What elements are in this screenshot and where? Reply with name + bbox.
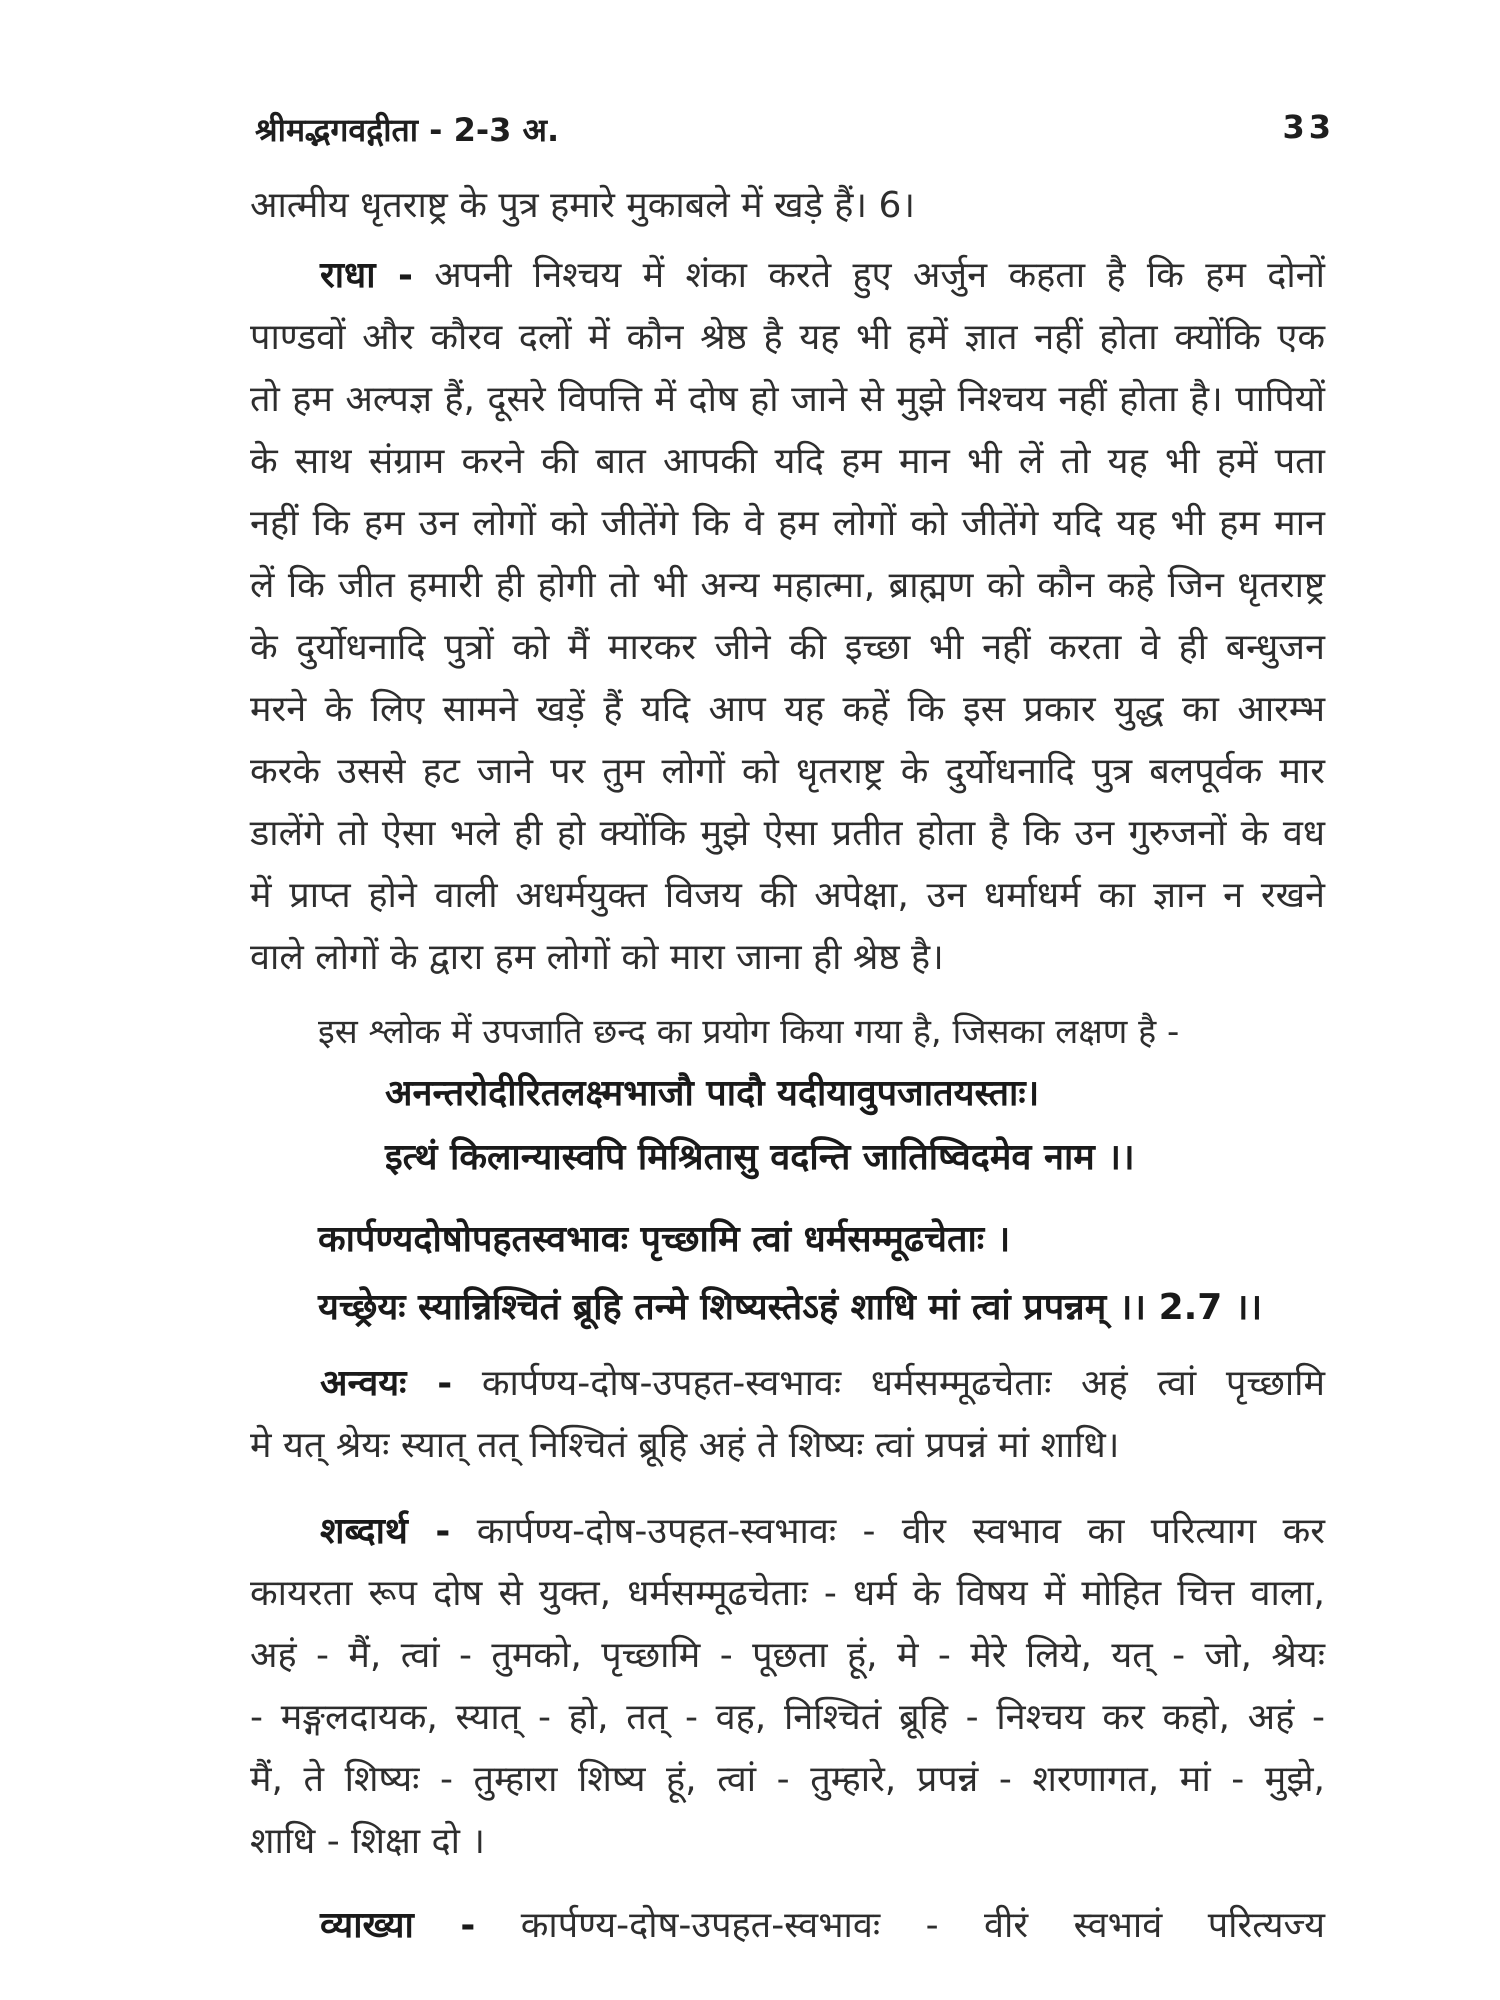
shabdartha-line: कायरता रूप दोष से युक्त, धर्मसम्मूढचेताः - धर्म के विषय में मोहित चित्त वाला, [250, 1573, 1325, 1614]
radha-line: के साथ संग्राम करने की बात आपकी यदि हम मान भी लें तो यह भी हमें पता [250, 441, 1325, 482]
meter-verse-line: अनन्तरोदीरितलक्ष्मभाजौ पादौ यदीयावुपजातयस्ताः। [385, 1073, 1040, 1114]
radha-line: के दुर्योधनादि पुत्रों को मैं मारकर जीने की इच्छा भी नहीं करता वे ही बन्धुजन [250, 627, 1325, 668]
radha-line: नहीं कि हम उन लोगों को जीतेंगे कि वे हम लोगों को जीतेंगे यदि यह भी हम मान [250, 503, 1325, 544]
shabdartha-line [320, 1504, 1325, 1564]
radha-line: पाण्डवों और कौरव दलों में कौन श्रेष्ठ है यह भी हमें ज्ञात नहीं होता क्योंकि एक [250, 317, 1325, 358]
shabdartha-line: शाधि - शिक्षा दो । [250, 1821, 486, 1862]
radha-line [320, 248, 1325, 308]
radha-line: तो हम अल्पज्ञ हैं, दूसरे विपत्ति में दोष हो जाने से मुझे निश्चय नहीं होता है। पापियों [250, 379, 1325, 420]
vyakhya-text: कार्पण्य-दोष-उपहत-स्वभावः - वीरं स्वभावं परित्यज्य [520, 1905, 1325, 1946]
page-number: 33 [1282, 108, 1335, 146]
running-title: श्रीमद्भगवद्गीता - 2-3 अ. [255, 111, 560, 149]
radha-text: अपनी निश्चय में शंका करते हुए अर्जुन कहता है कि हम दोनों [434, 255, 1325, 296]
shabdartha-label: शब्दार्थ - [320, 1511, 451, 1552]
shabdartha-line: मैं, ते शिष्यः - तुम्हारा शिष्य हूं, त्वां - तुम्हारे, प्रपन्नं - शरणागत, मां - मुझे, [250, 1759, 1325, 1800]
anvaya-text: कार्पण्य-दोष-उपहत-स्वभावः धर्मसम्मूढचेताः अहं त्वां पृच्छामि [481, 1363, 1325, 1404]
shabdartha-text: कार्पण्य-दोष-उपहत-स्वभावः - वीर स्वभाव का परित्याग कर [476, 1511, 1325, 1552]
radha-line: में प्राप्त होने वाली अधर्मयुक्त विजय की अपेक्षा, उन धर्माधर्म का ज्ञान न रखने [250, 875, 1325, 916]
radha-line: करके उससे हट जाने पर तुम लोगों को धृतराष्ट्र के दुर्योधनादि पुत्र बलपूर्वक मार [250, 751, 1325, 792]
anvaya-line [320, 1356, 1325, 1416]
radha-line: वाले लोगों के द्वारा हम लोगों को मारा जाना ही श्रेष्ठ है। [250, 937, 944, 978]
vyakhya-label: व्याख्या - [320, 1905, 476, 1946]
shabdartha-line: - मङ्गलदायक, स्यात् - हो, तत् - वह, निश्चितं ब्रूहि - निश्चय कर कहो, अहं - [250, 1697, 1325, 1738]
anvaya-label: अन्वयः - [320, 1363, 453, 1404]
radha-label: राधा - [320, 255, 413, 296]
radha-line: मरने के लिए सामने खड़ें हैं यदि आप यह कहें कि इस प्रकार युद्ध का आरम्भ [250, 689, 1325, 730]
anvaya-line: मे यत् श्रेयः स्यात् तत् निश्चितं ब्रूहि अहं ते शिष्यः त्वां प्रपन्नं मां शाधि। [250, 1425, 1120, 1466]
intro-line: आत्मीय धृतराष्ट्र के पुत्र हमारे मुकाबले में खड़े हैं। 6। [250, 185, 916, 226]
radha-line: लें कि जीत हमारी ही होगी तो भी अन्य महात्मा, ब्राह्मण को कौन कहे जिन धृतराष्ट्र [250, 565, 1325, 606]
page-header [255, 108, 1335, 158]
meter-verse-line: इत्थं किलान्यास्वपि मिश्रितासु वदन्ति जातिष्विदमेव नाम ।। [385, 1137, 1135, 1178]
shabdartha-line: अहं - मैं, त्वां - तुमको, पृच्छामि - पूछता हूं, मे - मेरे लिये, यत् - जो, श्रेयः [250, 1635, 1325, 1676]
radha-line: डालेंगे तो ऐसा भले ही हो क्योंकि मुझे ऐसा प्रतीत होता है कि उन गुरुजनों के वध [250, 813, 1325, 854]
shloka-line: कार्पण्यदोषोपहतस्वभावः पृच्छामि त्वां धर्मसम्मूढचेताः । [318, 1219, 1011, 1260]
shloka-line: यच्छ्रेयः स्यान्निश्चितं ब्रूहि तन्मे शिष्यस्तेऽहं शाधि मां त्वां प्रपन्नम् ।। 2.7 ।। [318, 1287, 1263, 1328]
vyakhya-line [320, 1898, 1325, 1958]
meter-note: इस श्लोक में उपजाति छन्द का प्रयोग किया गया है, जिसका लक्षण है - [318, 1012, 1180, 1052]
